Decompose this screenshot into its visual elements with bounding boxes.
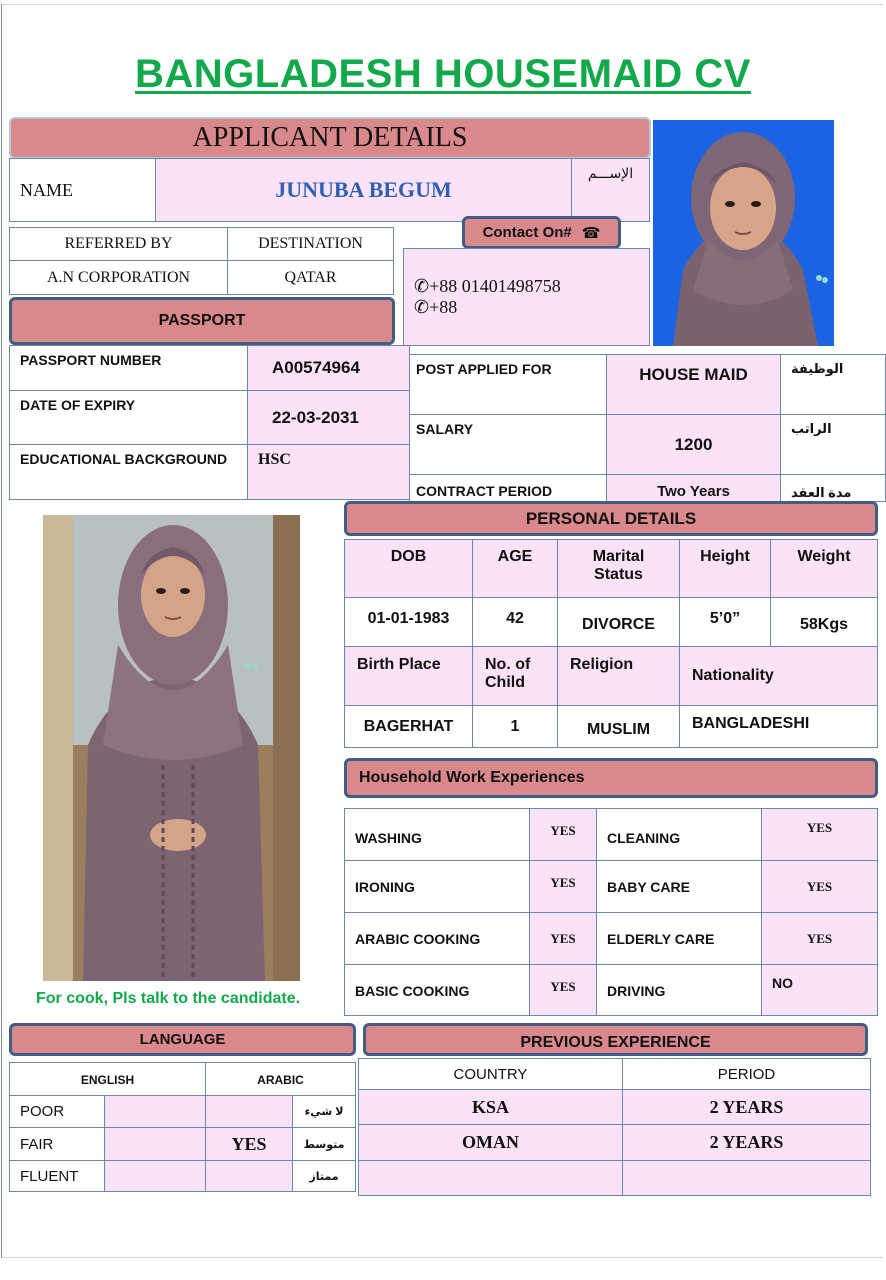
- language-fair-label: FAIR: [9, 1127, 105, 1161]
- phone-number-2[interactable]: ✆+88: [414, 297, 458, 317]
- language-fluent-arabic-label: ممتاز: [292, 1160, 356, 1192]
- referred-by-value: A.N CORPORATION: [9, 260, 228, 295]
- contract-period-label: CONTRACT PERIOD: [409, 474, 607, 502]
- language-fair-english: [104, 1127, 206, 1161]
- education-label: EDUCATIONAL BACKGROUND: [9, 444, 248, 500]
- phone-number-1[interactable]: ✆+88 01401498758: [414, 276, 561, 296]
- language-fair-arabic-label: متوسط: [292, 1127, 356, 1161]
- experience-elderly-care-label: ELDERLY CARE: [596, 912, 762, 965]
- dob-label: DOB: [344, 539, 473, 598]
- full-body-photo: [43, 515, 300, 981]
- religion-value: MUSLIM: [557, 705, 680, 748]
- salary-label: SALARY: [409, 414, 607, 475]
- experience-washing-value: YES: [529, 808, 597, 861]
- marital-status-label: Marital Status: [557, 539, 680, 598]
- height-value: 5’0”: [679, 597, 771, 647]
- experience-arabic-cooking-label: ARABIC COOKING: [344, 912, 530, 965]
- previous-country-1: KSA: [358, 1089, 623, 1125]
- name-value: JUNUBA BEGUM: [155, 158, 572, 222]
- experience-ironing-value: YES: [529, 860, 597, 913]
- experience-arabic-cooking-value: YES: [529, 912, 597, 965]
- telephone-icon: ☎: [581, 224, 601, 242]
- previous-experience-header: PREVIOUS EXPERIENCE: [363, 1023, 868, 1056]
- destination-value: QATAR: [227, 260, 394, 295]
- post-applied-label: POST APPLIED FOR: [409, 354, 607, 415]
- height-label: Height: [679, 539, 771, 598]
- language-fair-arabic: YES: [205, 1127, 293, 1161]
- referred-by-label: REFERRED BY: [9, 227, 228, 261]
- weight-value: 58Kgs: [770, 597, 878, 647]
- experience-baby-care-label: BABY CARE: [596, 860, 762, 913]
- personal-details-header: PERSONAL DETAILS: [344, 501, 878, 536]
- language-poor-label: POOR: [9, 1095, 105, 1128]
- household-experience-table: [344, 808, 878, 1016]
- household-experience-header: Household Work Experiences: [344, 758, 878, 798]
- post-applied-arabic: الوظيفة: [780, 354, 886, 415]
- experience-cleaning-value: YES: [761, 808, 878, 861]
- previous-period-2: 2 YEARS: [622, 1124, 871, 1161]
- experience-basic-cooking-label: BASIC COOKING: [344, 964, 530, 1016]
- experience-ironing-label: IRONING: [344, 860, 530, 913]
- education-value: HSC: [247, 444, 410, 500]
- passport-header: PASSPORT: [9, 297, 395, 345]
- language-header: LANGUAGE: [9, 1023, 356, 1056]
- date-of-expiry-value: 22-03-2031: [247, 390, 410, 445]
- date-of-expiry-label: DATE OF EXPIRY: [9, 390, 248, 445]
- language-fluent-label: FLUENT: [9, 1160, 105, 1192]
- cook-note: For cook, Pls talk to the candidate.: [36, 990, 301, 1007]
- salary-arabic: الراتب: [780, 414, 886, 475]
- previous-country-2: OMAN: [358, 1124, 623, 1161]
- destination-label: DESTINATION: [227, 227, 394, 261]
- dob-value: 01-01-1983: [344, 597, 473, 647]
- previous-period-3: [622, 1160, 871, 1196]
- post-applied-value: HOUSE MAID: [606, 354, 781, 415]
- language-arabic-header: ARABIC: [205, 1062, 356, 1096]
- language-fluent-arabic: [205, 1160, 293, 1192]
- applicant-details-header: APPLICANT DETAILS: [9, 117, 651, 159]
- experience-basic-cooking-value: YES: [529, 964, 597, 1016]
- contact-label: Contact On#: [482, 224, 572, 241]
- previous-country-3: [358, 1160, 623, 1196]
- previous-country-header: COUNTRY: [358, 1058, 623, 1090]
- age-value: 42: [472, 597, 558, 647]
- contract-period-value: Two Years: [606, 474, 781, 502]
- name-label: NAME: [9, 158, 156, 222]
- contact-label-box: [462, 216, 621, 249]
- experience-elderly-care-value: YES: [761, 912, 878, 965]
- previous-period-header: PERIOD: [622, 1058, 871, 1090]
- full-body-illustration: [43, 515, 300, 981]
- headshot-illustration: [653, 120, 834, 346]
- contract-period-arabic: مدة العقد: [780, 474, 886, 502]
- headshot-photo: [653, 120, 834, 346]
- experience-driving-value: NO: [761, 964, 878, 1016]
- passport-number-value: A00574964: [247, 345, 410, 391]
- nationality-label: Nationality: [679, 646, 878, 706]
- nationality-value: BANGLADESHI: [679, 705, 878, 748]
- salary-value: 1200: [606, 414, 781, 475]
- language-english-header: ENGLISH: [9, 1062, 206, 1096]
- previous-period-1: 2 YEARS: [622, 1089, 871, 1125]
- age-label: AGE: [472, 539, 558, 598]
- contact-box: [403, 248, 650, 346]
- language-poor-arabic: [205, 1095, 293, 1128]
- number-of-child-label: No. of Child: [472, 646, 558, 706]
- experience-washing-label: WASHING: [344, 808, 530, 861]
- passport-number-label: PASSPORT NUMBER: [9, 345, 248, 391]
- number-of-child-value: 1: [472, 705, 558, 748]
- language-poor-arabic-label: لا شيء: [292, 1095, 356, 1128]
- weight-label: Weight: [770, 539, 878, 598]
- name-arabic-label: الإســـم: [571, 158, 650, 222]
- religion-label: Religion: [557, 646, 680, 706]
- birth-place-value: BAGERHAT: [344, 705, 473, 748]
- experience-driving-label: DRIVING: [596, 964, 762, 1016]
- experience-cleaning-label: CLEANING: [596, 808, 762, 861]
- birth-place-label: Birth Place: [344, 646, 473, 706]
- page-title: BANGLADESH HOUSEMAID CV: [135, 52, 751, 96]
- language-fluent-english: [104, 1160, 206, 1192]
- marital-status-value: DIVORCE: [557, 597, 680, 647]
- language-poor-english: [104, 1095, 206, 1128]
- experience-baby-care-value: YES: [761, 860, 878, 913]
